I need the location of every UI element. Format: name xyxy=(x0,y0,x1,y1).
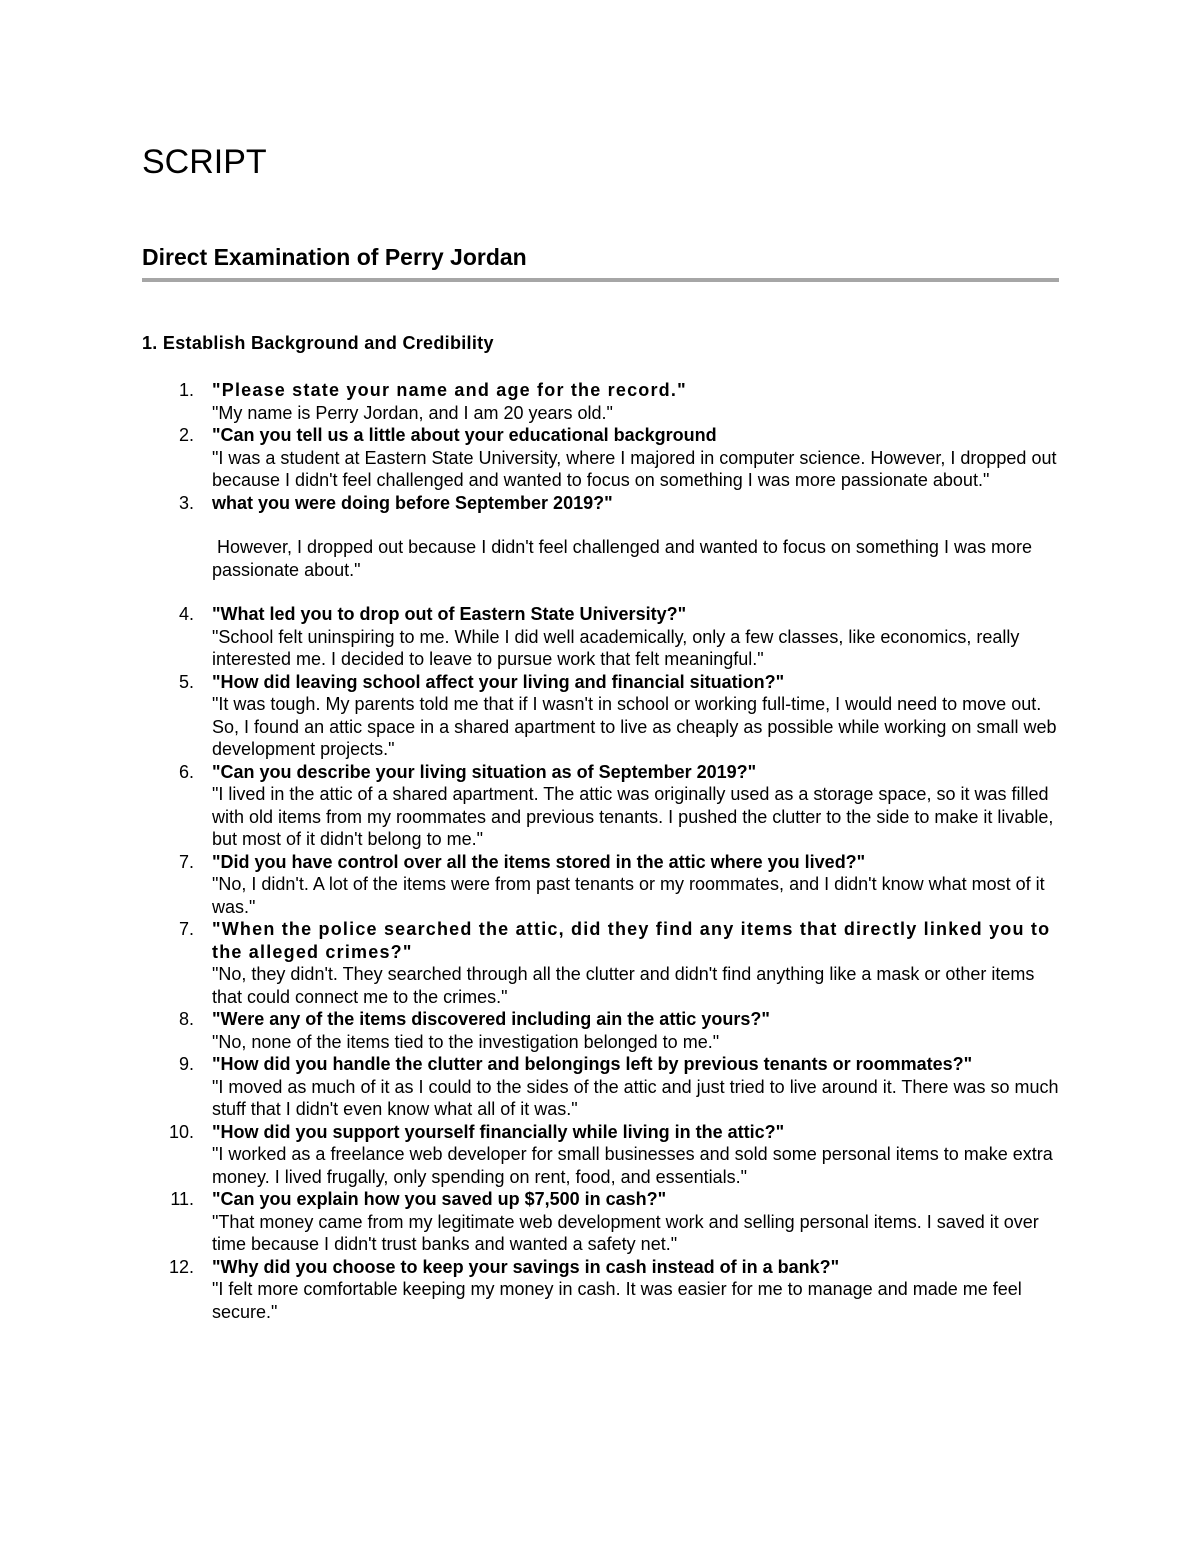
list-item xyxy=(0,671,1200,761)
list-item xyxy=(0,761,1200,851)
list-item xyxy=(0,1256,1200,1324)
question: "Can you explain how you saved up $7,500 in cash?" xyxy=(212,1189,667,1209)
list-item xyxy=(0,918,1200,1008)
question: "How did you support yourself financially while living in the attic?" xyxy=(212,1121,785,1142)
answer: "School felt uninspiring to me. While I did well academically, only a few classes, like economics, really interested me. I decided to leave to pursue work that felt meaningful." xyxy=(212,626,1020,669)
answer: "I lived in the attic of a shared apartment. The attic was originally used as a storage space, so it was filled with old items from my roommates and previous tenants. I pushed the clutter to the side to make it livable, but most of it didn't belong to me." xyxy=(212,784,1054,849)
item-number: 4. xyxy=(178,604,194,624)
answer: However, I dropped out because I didn't feel challenged and wanted to focus on something I was more passionate about." xyxy=(212,537,1037,580)
list-item xyxy=(0,1121,1200,1189)
question: "Can you describe your living situation as of September 2019?" xyxy=(212,761,757,782)
page-title: SCRIPT xyxy=(142,143,267,181)
item-number: 7. xyxy=(178,851,194,872)
list-item xyxy=(0,424,1200,492)
list-item xyxy=(0,379,1200,424)
answer: "I moved as much of it as I could to the sides of the attic and just tried to live around it. There was so much stuff that I didn't even know what all of it was." xyxy=(212,1076,1059,1119)
list-item xyxy=(0,1008,1200,1053)
answer: "No, they didn't. They searched through all the clutter and didn't find anything like a mask or other items that could connect me to the crimes." xyxy=(212,964,1035,1007)
item-number: 2. xyxy=(178,425,194,445)
item-number: 5. xyxy=(178,671,194,692)
answer: "No, none of the items tied to the investigation belonged to me." xyxy=(212,1031,720,1052)
list-item xyxy=(0,1188,1200,1256)
answer: "I felt more comfortable keeping my money in cash. It was easier for me to manage and made me feel secure." xyxy=(212,1279,1022,1322)
question: what you were doing before September 2019?" xyxy=(212,492,613,513)
question: "When the police searched the attic, did they find any items that directly linked you to the alleged crimes?" xyxy=(212,919,1051,962)
answer: "No, I didn't. A lot of the items were from past tenants or my roommates, and I didn't know what most of it was." xyxy=(212,874,1045,917)
question: "How did you handle the clutter and belongings left by previous tenants or roommates?" xyxy=(212,1054,973,1074)
item-number: 8. xyxy=(178,1009,194,1029)
item-number: 11. xyxy=(170,1189,194,1209)
item-number: 9. xyxy=(178,1054,194,1074)
item-number: 12. xyxy=(168,1256,194,1277)
question: "How did leaving school affect your living and financial situation?" xyxy=(212,671,785,692)
question: "Can you tell us a little about your educational background xyxy=(212,425,717,445)
question: "Were any of the items discovered including ain the attic yours?" xyxy=(212,1009,770,1029)
item-number: 10. xyxy=(168,1121,194,1142)
item-number: 7. xyxy=(178,919,194,939)
answer: "That money came from my legitimate web development work and selling personal items. I saved it over time because I didn't trust banks and wanted a safety net." xyxy=(212,1211,1039,1254)
list-item xyxy=(0,492,1200,604)
question: "Did you have control over all the items stored in the attic where you lived?" xyxy=(212,851,866,872)
section-heading: 1. Establish Background and Credibility xyxy=(142,333,494,353)
item-number: 6. xyxy=(178,761,194,782)
horizontal-rule xyxy=(142,278,1059,282)
item-number: 1. xyxy=(178,380,194,400)
answer: "I worked as a freelance web developer for small businesses and sold some personal items to make extra money. I lived frugally, only spending on rent, food, and essentials." xyxy=(212,1144,1053,1187)
item-number: 3. xyxy=(178,492,194,513)
question: "Please state your name and age for the record." xyxy=(212,380,687,400)
page-subtitle: Direct Examination of Perry Jordan xyxy=(142,244,527,270)
question: "Why did you choose to keep your savings in cash instead of in a bank?" xyxy=(212,1256,840,1277)
blank-line xyxy=(212,581,1060,603)
list-item xyxy=(0,603,1200,671)
list-item xyxy=(0,1053,1200,1121)
blank-line xyxy=(212,514,1060,536)
answer: "It was tough. My parents told me that if I wasn't in school or working full-time, I would need to move out. So, I found an attic space in a shared apartment to live as cheaply as possible while working on small web development projects." xyxy=(212,694,1057,759)
list-item xyxy=(0,851,1200,919)
qa-list xyxy=(0,379,1200,1323)
question: "What led you to drop out of Eastern State University?" xyxy=(212,604,687,624)
answer: "I was a student at Eastern State University, where I majored in computer science. However, I dropped out because I didn't feel challenged and wanted to focus on something I was more passionate about." xyxy=(212,447,1057,490)
answer: "My name is Perry Jordan, and I am 20 years old." xyxy=(212,402,613,423)
